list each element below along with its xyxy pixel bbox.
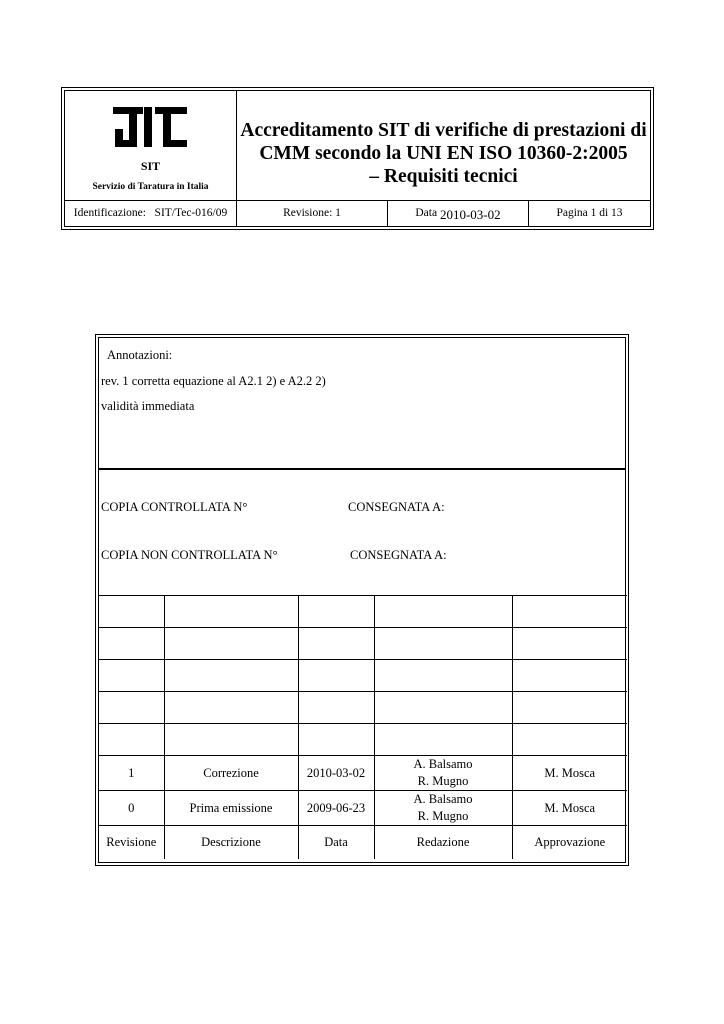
- date-value: 2010-03-02: [439, 207, 501, 222]
- revision-number: 1: [99, 756, 164, 791]
- table-row: [99, 692, 627, 724]
- identification-text: Identificazione: SIT/Tec-016/09: [73, 207, 228, 219]
- uncontrolled-copy-recipient-label: CONSEGNATA A:: [350, 548, 447, 562]
- page-number: Pagina 1 di 13: [556, 207, 623, 219]
- column-header-revision: Revisione: [99, 826, 164, 860]
- revision-approver: M. Mosca: [512, 791, 627, 826]
- author-name: A. Balsamo: [413, 792, 473, 806]
- table-row: [99, 756, 627, 791]
- revision-number: 0: [99, 791, 164, 826]
- title-line-2: CMM secondo la UNI EN ISO 10360-2:2005: [259, 143, 628, 164]
- document-header: [61, 87, 654, 230]
- revision-description: Prima emissione: [164, 791, 298, 826]
- title-line-1: Accreditamento SIT di verifiche di prestazioni di: [240, 120, 647, 141]
- annotations-box: [95, 334, 629, 866]
- column-header-approval: Approvazione: [512, 826, 627, 860]
- controlled-copy-label: COPIA CONTROLLATA N°: [101, 500, 248, 514]
- controlled-copy-recipient-label: CONSEGNATA A:: [348, 500, 445, 514]
- annotations-inner-frame: [98, 337, 626, 863]
- table-row: [99, 791, 627, 826]
- author-name: R. Mugno: [417, 774, 469, 788]
- column-header-date: Data: [298, 826, 374, 860]
- date-label: Data: [415, 207, 438, 219]
- document-title: [237, 119, 650, 188]
- revision-authors: [374, 791, 512, 826]
- annotation-line-1: rev. 1 corretta equazione al A2.1 2) e A2.2 2): [101, 374, 326, 388]
- annotations-label: Annotazioni:: [107, 348, 173, 362]
- date-cell: [388, 200, 528, 226]
- org-full-name: Servizio di Taratura in Italia: [92, 182, 209, 192]
- revision-authors: [374, 756, 512, 791]
- revision-date: 2010-03-02: [298, 756, 374, 791]
- org-short-name: SIT: [140, 159, 161, 173]
- uncontrolled-copy-label: COPIA NON CONTROLLATA N°: [101, 548, 278, 562]
- revision-text: Revisione: 1: [283, 207, 341, 219]
- table-header-row: [99, 826, 627, 860]
- revision-date: 2009-06-23: [298, 791, 374, 826]
- author-name: R. Mugno: [417, 809, 469, 823]
- identification-cell: [65, 200, 236, 226]
- revision-cell: [237, 200, 387, 226]
- column-header-author: Redazione: [374, 826, 512, 860]
- sit-logo: [113, 107, 189, 153]
- author-name: A. Balsamo: [413, 757, 473, 771]
- revision-description: Correzione: [164, 756, 298, 791]
- revision-approver: M. Mosca: [512, 756, 627, 791]
- annotation-line-2: validità immediata: [101, 399, 195, 413]
- page-cell: [529, 200, 650, 226]
- table-row: [99, 724, 627, 756]
- revision-table: [99, 595, 627, 859]
- header-inner-frame: [64, 90, 651, 227]
- column-header-description: Descrizione: [164, 826, 298, 860]
- section-divider: [99, 468, 625, 470]
- table-row: [99, 628, 627, 660]
- table-row: [99, 596, 627, 628]
- title-line-3: – Requisiti tecnici: [369, 166, 518, 187]
- table-row: [99, 660, 627, 692]
